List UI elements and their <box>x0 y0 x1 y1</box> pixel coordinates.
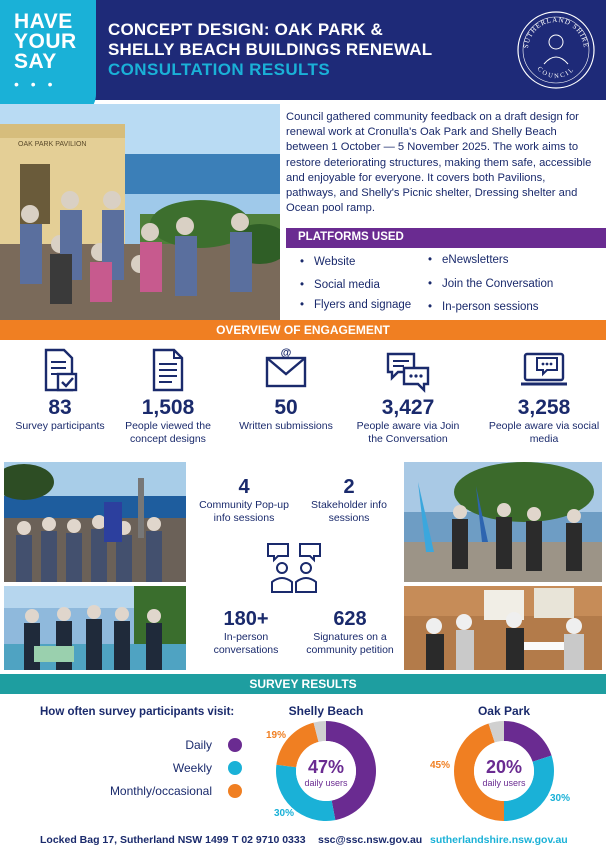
stat-number: 180+ <box>223 608 269 630</box>
stat-number: 50 <box>274 396 298 419</box>
chart-title-oak: Oak Park <box>477 704 531 718</box>
stat-label: Stakeholder info sessions <box>311 499 387 524</box>
pavilion-sign: OAK PARK PAVILION <box>18 141 87 148</box>
donut-center-label: daily users <box>482 778 526 788</box>
stat-number: 2 <box>343 476 355 498</box>
seal-top-text: SUTHERLAND SHIRE <box>521 15 591 49</box>
footer-phone: T 02 9710 0333 <box>232 834 306 846</box>
stat-join-conversation <box>348 346 468 446</box>
legend-weekly-swatch <box>228 761 242 775</box>
stat-number: 4 <box>238 476 250 498</box>
svg-text:@: @ <box>280 347 292 359</box>
badge-dots: • • • <box>14 76 57 92</box>
popup-session-photo-2 <box>4 586 186 670</box>
stat-number: 628 <box>333 608 367 630</box>
document-icon <box>148 346 188 394</box>
donut-center-value: 47% <box>307 757 345 777</box>
seal-bottom-text: COUNCIL <box>535 65 577 81</box>
stat-number: 83 <box>48 396 72 419</box>
email-icon <box>264 346 308 394</box>
legend-weekly-label: Weekly <box>172 761 212 775</box>
shelly-weekly-label: 30% <box>274 808 295 819</box>
stat-petition-signatures <box>296 606 404 657</box>
have-your-say-badge <box>0 0 96 118</box>
chart-title-shelly: Shelly Beach <box>288 704 364 718</box>
svg-text:COUNCIL <box>536 65 577 80</box>
oak-weekly-label: 30% <box>550 793 571 804</box>
stakeholder-session-photo-2 <box>404 586 602 670</box>
stat-label: Community Pop-up info sessions <box>199 499 289 524</box>
council-seal-logo <box>516 10 596 90</box>
survey-icon <box>40 346 80 394</box>
badge-line: YOUR <box>14 30 77 53</box>
laptop-chat-icon <box>519 346 569 394</box>
shelly-monthly-label: 19% <box>266 730 287 741</box>
stat-number: 3,427 <box>381 396 435 419</box>
stat-social-media <box>484 346 604 446</box>
stat-label: People aware via social media <box>488 420 600 445</box>
stat-concept-views <box>108 346 228 446</box>
stat-label: People aware via Join the Conversation <box>356 420 460 445</box>
survey-question: How often survey participants visit: <box>40 706 235 718</box>
legend-monthly-label: Monthly/occasional <box>109 784 212 798</box>
stakeholder-session-photo-1 <box>404 462 602 582</box>
platforms-heading: PLATFORMS USED <box>286 228 606 248</box>
footer <box>0 826 606 849</box>
platform-item: • In-person sessions <box>428 301 539 313</box>
stat-label: People viewed the concept designs <box>125 420 211 445</box>
legend-monthly-swatch <box>228 784 242 798</box>
stat-label: In-person conversations <box>213 631 279 656</box>
legend-daily-swatch <box>228 738 242 752</box>
survey-heading: SURVEY RESULTS <box>0 674 606 694</box>
intro-paragraph: Council gathered community feedback on a draft design for renewal work at Cronulla's Oak Park and Shelly Beach between 1 October — 5 November 2025. The work aims to restore deteriorating structures, making them safe, accessible and enjoyable for everyone. It covers both Pavilions, pathways, and Shelly's Picnic shelter, Dressing shelter and Ocean pool ramp. <box>286 111 592 215</box>
title-line-2: SHELLY BEACH BUILDINGS RENEWAL <box>108 40 433 59</box>
stat-label: Survey participants <box>15 420 105 432</box>
page-subtitle: CONSULTATION RESULTS <box>108 60 331 79</box>
stat-label: Written submissions <box>239 420 333 432</box>
footer-website[interactable]: sutherlandshire.nsw.gov.au <box>430 834 568 846</box>
badge-line: SAY <box>14 50 57 73</box>
donut-chart-oak-park <box>444 716 564 826</box>
platform-item: • Flyers and signage <box>300 299 411 311</box>
platform-item: • Join the Conversation <box>428 278 553 290</box>
stat-written-submissions <box>226 346 346 433</box>
platform-item: • Social media <box>300 279 380 291</box>
stat-in-person-conversations <box>196 606 296 657</box>
stat-community-popups <box>190 474 298 525</box>
footer-email[interactable]: ssc@ssc.nsw.gov.au <box>318 834 423 846</box>
stat-stakeholder-sessions <box>296 474 402 525</box>
stat-label: Signatures on a community petition <box>306 631 394 656</box>
oak-monthly-label: 45% <box>430 760 451 771</box>
page-title <box>108 20 432 60</box>
title-line-1: CONCEPT DESIGN: OAK PARK & <box>108 20 384 39</box>
badge-line: HAVE <box>14 10 73 33</box>
stat-survey-participants <box>0 346 120 433</box>
donut-center-value: 20% <box>485 757 523 777</box>
stat-number: 1,508 <box>141 396 195 419</box>
legend-daily-label: Daily <box>185 738 212 752</box>
chat-icon <box>384 346 432 394</box>
people-talking-icon <box>266 542 324 594</box>
oak-park-group-photo <box>0 104 280 320</box>
platform-item: • Website <box>300 256 355 268</box>
popup-session-photo-1 <box>4 462 186 582</box>
platform-item: • eNewsletters <box>428 254 509 266</box>
overview-heading: OVERVIEW OF ENGAGEMENT <box>0 320 606 340</box>
footer-address: Locked Bag 17, Sutherland NSW 1499 <box>40 834 229 846</box>
stat-number: 3,258 <box>517 396 571 419</box>
donut-center-label: daily users <box>304 778 348 788</box>
